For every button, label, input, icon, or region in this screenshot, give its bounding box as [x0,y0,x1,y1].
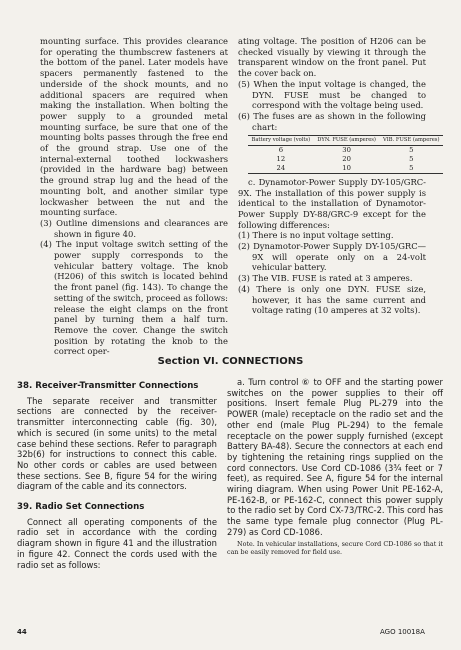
paragraph-38: The separate receiver and transmitter sections are connected by the receiver-transmitter interconnecting cable (fig. 30), which is secured (in some units) to the metal case behind these sections. Refer to paragraph 32b(6) for instructions to connect this cable. No other cords or cables are used between these sections. See B, figure 54 for the wiring diagram of the cable and its connectors. [17,395,217,492]
table-row [248,155,443,164]
item-c1: (1) There is no input voltage setting. [238,230,394,241]
table-cell: 5 [409,145,414,154]
top-left-column [40,36,228,357]
table-cell: 24 [248,164,314,174]
table-row [248,145,443,155]
item-c4: (4) There is only one DYN. FUSE size, however, it has the same current and voltage rating (10 amperes at 32 volts). [238,283,426,316]
table-cell: 12 [276,154,286,163]
paragraph-operating-voltage: ating voltage. The position of H206 can be checked visually by viewing it through the transparent window on the front panel. Put the cover back on. [238,36,426,79]
item-6-fuse-chart: (6) The fuses are as shown in the following chart: [238,110,426,132]
heading-39: 39. Radio Set Connections [17,502,145,513]
fuse-header-vib: VIB. FUSE (amperes) [379,136,443,146]
item-5-dyn-fuse: (5) When the input voltage is changed, the DYN. FUSE must be changed to correspond with the voltage being used. [238,78,426,111]
table-cell: 5 [379,164,443,174]
fuse-header-battery: Battery voltage (volts) [248,136,314,146]
item-4-input-voltage: (4) The input voltage switch setting of the power supply corresponds to the vehicular battery voltage. The knob (H206) of this switch is located behind the front panel (fig. 143). To change the setting of the switch, proceed as follows: release the eight clamps on the front panel by turning them a half turn. Remove the cover. Change the switch position by rotating the knob to the correct oper- [40,239,228,357]
note: Note. In vehicular installations, secure Cord CD-1086 so that it can be easily removed for field use. [227,539,443,557]
paragraph-mounting: mounting surface. This provides clearance for operating the thumbscrew fasteners at the bottom of the panel. Later models have spacers permanently fastened to the underside of the shock mounts, and no additional spacers are required when making the installation. When bolting the power supply to a grounded metal mounting surface, be sure that one of the mounting bolts passes through the free end of the ground strap. Use one of the internal-external toothed lockwashers (provided in the hardware bag) between the ground strap lug and the head of the mounting bolt, and another similar type lockwasher between the nut and the mounting surface. [40,36,228,218]
page-number: 44 [17,628,27,636]
fuse-table-header-row [248,136,443,146]
table-cell: 6 [278,145,284,154]
item-3-outline: (3) Outline dimensions and clearances are shown in figure 40. [40,217,228,239]
section-title: Section VI. CONNECTIONS [157,356,304,367]
paragraph-a: a. Turn control ⑥ to OFF and the starting power switches on the power supplies to their off positions. Insert female Plug PL-279 into the POWER (male) receptacle on the radio set and the other end (male Plug PL-294) to the female receptacle on the power supply furnished (except Battery BA-48). Secure the connectors at each end by tightening the retaining rings supplied on the cord connectors. Use Cord CD-1086 (3¾ feet or 7 feet), as required. See A, figure 54 for the internal wiring diagram. When using Power Unit PE-162-A, PE-162-B, or PE-162-C, connect this power supply to the radio set by Cord CX-73/TRC-2. This cord has the same type female plug connector (Plug PL-279) as Cord CD-1086. [227,377,443,537]
item-c3: (3) The VIB. FUSE is rated at 3 amperes. [238,273,413,284]
bottom-left-column [17,381,217,570]
heading-38: 38. Receiver-Transmitter Connections [17,381,199,391]
table-cell: 20 [342,154,351,163]
table-cell: 10 [314,164,380,174]
table-row [248,164,443,174]
fuse-table [248,135,443,174]
top-right-column [238,36,440,316]
table-cell: 30 [342,145,351,154]
table-cell: 5 [409,154,414,163]
item-c2: (2) Dynamotor-Power Supply DY-105/GRC—9X will operate only on a 24-volt vehicular battery. [238,241,426,273]
fuse-header-dyn: DYN. FUSE (amperes) [314,136,380,146]
paragraph-39: Connect all operating components of the radio set in accordance with the cording diagram shown in figure 41 and the illustration in figure 42. Connect the cords used with the radio set as follows: [17,516,217,570]
bottom-right-column [227,377,443,557]
ago-code: AGO 10018A [380,628,425,636]
paragraph-dy-105: c. Dynamotor-Power Supply DY-105/GRC-9X. The installation of this power supply is identical to the installation of Dynamotor-Power Supply DY-88/GRC-9 except for the following differences: [238,176,426,230]
